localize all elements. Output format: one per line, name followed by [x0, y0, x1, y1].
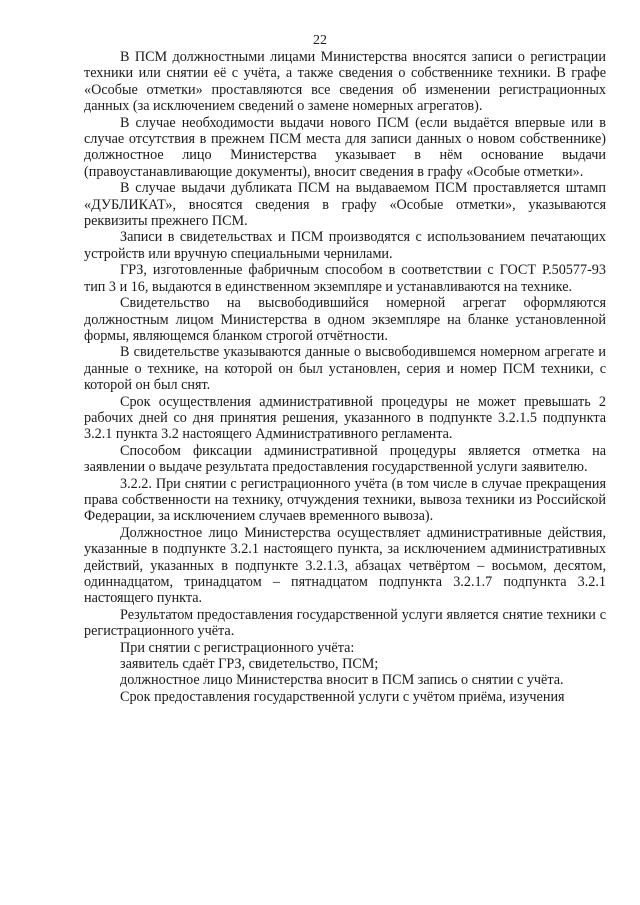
paragraph-official-records: должностное лицо Министерства вносит в ПСМ запись о снятии с учёта. — [120, 672, 564, 689]
paragraph-duplicate-psm: В случае выдачи дубликата ПСМ на выдаваемом ПСМ проставляется штамп «ДУБЛИКАТ», вносятся сведения в графу «Особые отметки», указываются реквизиты прежнего ПСМ. — [84, 180, 606, 230]
paragraph-service-term: Срок предоставления государственной услуги с учётом приёма, изучения — [120, 688, 565, 705]
paragraph-section-3-2-2: 3.2.2. При снятии с регистрационного учёта (в том числе в случае прекращения права собственности на технику, отчуждения техники, вывоза техники из Российской Федерации, за исключением случаев временного вывоза). — [84, 475, 606, 525]
paragraph-records-method: Записи в свидетельствах и ПСМ производятся с использованием печатающих устройств или вручную специальными чернилами. — [84, 229, 606, 262]
paragraph-certificate-data: В свидетельстве указываются данные о высвободившемся номерном агрегате и данные о технике, на которой он был установлен, серия и номер ПСМ техники, с которой он был снят. — [84, 344, 606, 394]
paragraph-applicant-returns: заявитель сдаёт ГРЗ, свидетельство, ПСМ; — [120, 656, 379, 673]
paragraph-psm-records: В ПСМ должностными лицами Министерства вносятся записи о регистрации техники или снятии её с учёта, а также сведения о собственнике техники. В графе «Особые отметки» проставляются все сведения об изменении регистрационных данных (за исключением сведений о замене номерных агрегатов). — [84, 49, 606, 115]
paragraph-new-psm: В случае необходимости выдачи нового ПСМ (если выдаётся впервые или в случае отсутствия в прежнем ПСМ места для записи данных о новом собственнике) должностное лицо Министерства указывает в нём основание выдачи (правоустанавливающие документы), вносит сведения в графу «Особые отметки». — [84, 114, 606, 180]
paragraph-unit-certificate: Свидетельство на высвободившийся номерной агрегат оформляются должностным лицом Министерства в одном экземпляре на бланке установленной формы, являющемся бланком строгой отчётности. — [84, 295, 606, 344]
paragraph-deregistration-intro: При снятии с регистрационного учёта: — [120, 639, 355, 656]
page-number: 22 — [313, 33, 327, 48]
paragraph-procedure-term: Срок осуществления административной процедуры не может превышать 2 рабочих дней со дня принятия решения, указанного в подпункте 3.2.1.5 подпункта 3.2.1 пункта 3.2 настоящего Административного регламента. — [84, 393, 606, 443]
paragraph-official-actions: Должностное лицо Министерства осуществляет административные действия, указанные в подпункте 3.2.1 настоящего пункта, за исключением административных действий, указанных в подпункте 3.2.1.3, абзацах четвёртом – восьмом, десятом, одиннадцатом, тринадцатом – пятнадцатом подпункта 3.2.1.7 подпункта 3.2.1 настоящего пункта. — [84, 524, 606, 607]
paragraph-fixation-method: Способом фиксации административной процедуры является отметка на заявлении о выдаче результата предоставления государственной услуги заявителю. — [84, 442, 606, 476]
paragraph-grz: ГРЗ, изготовленные фабричным способом в соответствии с ГОСТ Р.50577-93 тип 3 и 16, выдаются в единственном экземпляре и устанавливаются на технике. — [84, 262, 606, 295]
paragraph-result: Результатом предоставления государственной услуги является снятие техники с регистрационного учёта. — [84, 606, 606, 640]
document-body — [84, 49, 606, 705]
